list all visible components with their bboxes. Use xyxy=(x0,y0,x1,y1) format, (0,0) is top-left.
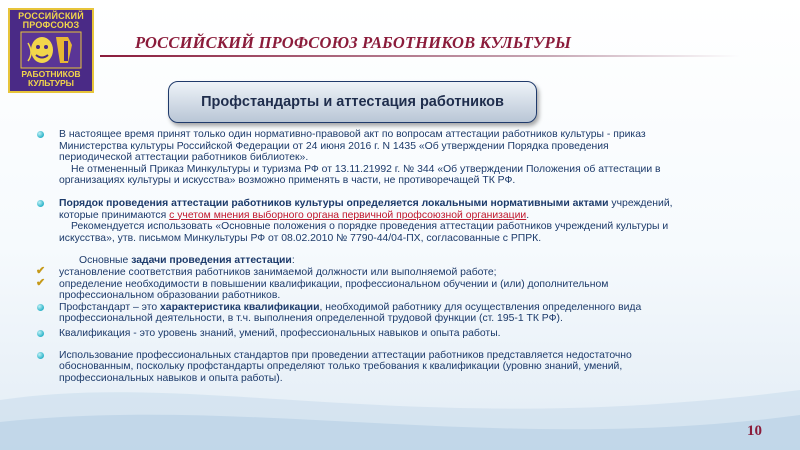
procedure-bold: Порядок проведения аттестации работников культуры определяется локальными нормативными актами xyxy=(59,197,609,209)
union-logo xyxy=(8,8,94,93)
text-line xyxy=(59,302,756,314)
text-line: определение необходимости в повышении квалификации, профессиональном обучении и (или) дополнительном xyxy=(59,278,609,290)
tasks-bold: задачи проведения аттестации xyxy=(131,255,292,267)
union-opinion-highlight: с учетом мнения выборного органа первичной профсоюзной организации xyxy=(169,209,527,221)
logo-text-line1: РОССИЙСКИЙ xyxy=(18,11,84,21)
theatre-masks-icon xyxy=(20,31,82,69)
bullet-icon xyxy=(37,304,44,311)
paragraph-current-act xyxy=(36,129,756,164)
procedure-tail: учреждений, xyxy=(608,197,673,209)
header-title: РОССИЙСКИЙ ПРОФСОЮЗ РАБОТНИКОВ КУЛЬТУРЫ xyxy=(135,33,572,52)
text-line: Использование профессиональных стандартов при проведении аттестации работников представляется недостаточно xyxy=(59,349,632,361)
profstandard-tail: , необходимой работнику для осуществления определенного вида xyxy=(319,301,642,313)
text-line: искусства», утв. письмом Минкультуры РФ от 08.02.2010 № 7790-44/04-ПХ, согласованные с РПРК. xyxy=(59,232,542,244)
text-line: Рекомендуется использовать «Основные положения о порядке проведения аттестации работников учреждений культуры и xyxy=(71,221,669,233)
text-line: Не отмененный Приказ Минкультуры и туризма РФ от 13.11.21992 г. № 344 «Об утверждении Положения об аттестации в xyxy=(71,163,661,175)
procedure-line2: которые принимаются xyxy=(59,209,170,221)
text-line: обоснованным, поскольку профстандарты определяют только требования к квалификации (уровню знаний, умений, xyxy=(59,361,623,373)
paragraph-tasks-heading xyxy=(36,255,756,267)
tasks-colon: : xyxy=(291,255,295,267)
header-divider xyxy=(100,55,740,57)
bullet-icon xyxy=(37,131,44,138)
task-item-2 xyxy=(36,276,756,302)
text-line: профессиональном образовании работников. xyxy=(59,290,281,302)
task-item-1 xyxy=(36,264,756,279)
text-line: профессиональной деятельности, в т.ч. выполнения определенной трудовой функции (ст. 195-1 ТК РФ). xyxy=(59,313,563,325)
paragraph-recommendation xyxy=(36,221,756,244)
text-line: установление соответствия работников занимаемой должности или выполняемой работе; xyxy=(59,266,497,278)
bullet-icon xyxy=(37,200,44,207)
checkmark-icon: ✔ xyxy=(36,264,46,277)
logo-text-line2: ПРОФСОЮЗ xyxy=(22,20,80,30)
bullet-icon xyxy=(37,352,44,359)
page-number: 10 xyxy=(747,423,762,439)
profstandard-bold: характеристика квалификации xyxy=(160,301,320,313)
profstandard-prefix: Профстандарт – это xyxy=(59,301,161,313)
text-line: организациях культуры и искусства» возможно применять в части, не противоречащей ТК РФ. xyxy=(59,175,516,187)
paragraph-profstandard xyxy=(36,302,756,325)
text-line xyxy=(59,198,756,210)
text-line: В настоящее время принят только один нормативно-правовой акт по вопросам аттестации работников культуры - приказ xyxy=(59,129,646,140)
tasks-prefix: Основные xyxy=(79,255,132,267)
paragraph-usage xyxy=(36,350,756,385)
procedure-end: . xyxy=(526,209,530,221)
text-line: Министерства культуры Российской Федерации от 24 июня 2016 г. N 1435 «Об утверждении Порядка проведения xyxy=(59,140,609,152)
paragraph-qualification xyxy=(36,328,756,340)
paragraph-old-order xyxy=(36,164,756,187)
paragraph-procedure xyxy=(36,198,756,221)
bullet-icon xyxy=(37,330,44,337)
title-box xyxy=(168,81,537,123)
text-line: Квалификация - это уровень знаний, умений, профессиональных навыков и опыта работы. xyxy=(59,327,501,339)
logo-text-line4: КУЛЬТУРЫ xyxy=(27,78,75,88)
logo-text-line3: РАБОТНИКОВ xyxy=(21,69,81,79)
slide-title: Профстандарты и аттестация работников xyxy=(201,94,504,110)
text-line: периодической аттестации работников библиотек». xyxy=(59,152,309,164)
checkmark-icon: ✔ xyxy=(36,276,46,289)
text-line xyxy=(59,210,756,222)
text-line xyxy=(79,255,756,267)
text-line: профессиональных навыков и опыта работы). xyxy=(59,372,283,384)
slide-content xyxy=(36,129,756,384)
